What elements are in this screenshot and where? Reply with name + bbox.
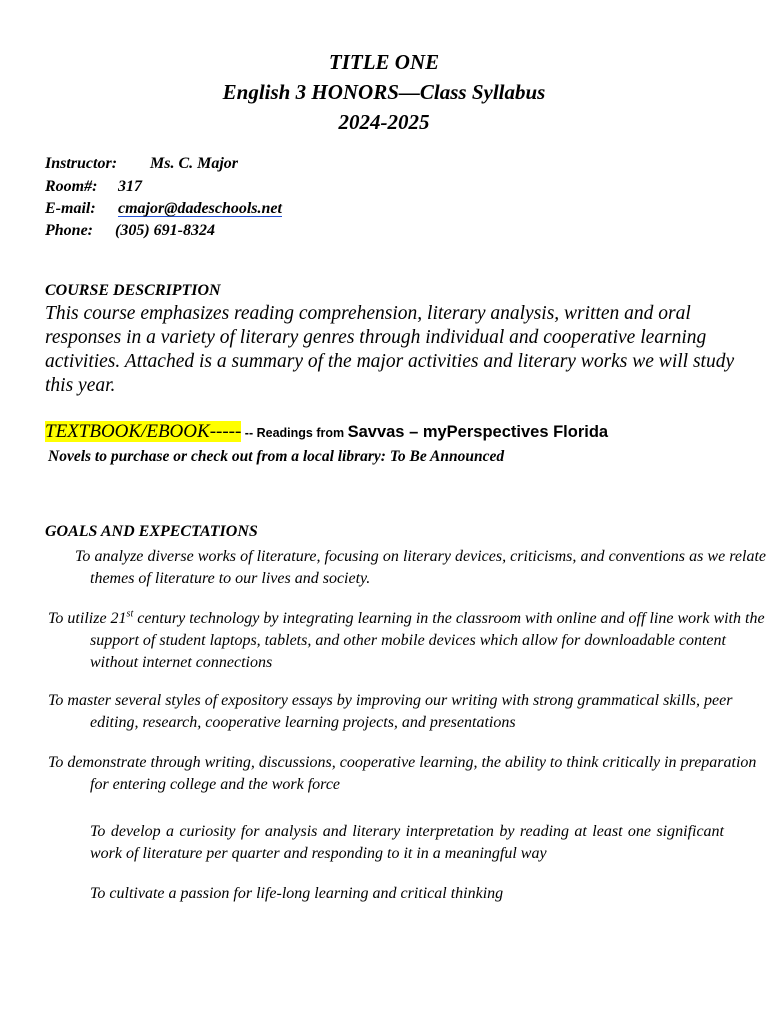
textbook-label: TEXTBOOK/EBOOK----- <box>45 421 242 442</box>
course-description-heading: COURSE DESCRIPTION <box>45 282 221 299</box>
textbook-line <box>45 420 608 445</box>
room-label: Room#: <box>45 178 98 195</box>
goals-heading: GOALS AND EXPECTATIONS <box>45 523 258 540</box>
email-label: E-mail: <box>45 200 96 217</box>
document-title: TITLE ONE <box>328 50 440 74</box>
phone-row <box>45 221 215 241</box>
goal-item-2: To utilize 21st century technology by integrating learning in the classroom with online and off line work with the support of student laptops, tablets, and other mobile devices which allow for downloadable content without internet connections <box>48 608 765 671</box>
goal-item-3: To master several styles of expository essays by improving our writing with strong grammatical skills, peer editing, research, cooperative learning projects, and presentations <box>48 692 733 731</box>
goal-item-6: To cultivate a passion for life-long learning and critical thinking <box>90 885 504 902</box>
course-description-text: This course emphasizes reading comprehension, literary analysis, written and oral responses in a variety of literary genres through individual and cooperative learning activities. Attached is a summary of the major activities and literary works we will study this year. <box>45 303 735 396</box>
instructor-row <box>45 154 239 174</box>
room-number: 317 <box>118 178 142 195</box>
novels-note: Novels to purchase or check out from a local library: To Be Announced <box>48 448 505 465</box>
room-row <box>45 177 142 197</box>
course-title: English 3 HONORS—Class Syllabus <box>222 80 546 104</box>
goal-item-4: To demonstrate through writing, discussions, cooperative learning, the ability to think critically in preparation for entering college and the work force <box>48 754 757 793</box>
goal-item-5: To develop a curiosity for analysis and literary interpretation by reading at least one significant work of literature per quarter and responding to it in a meaningful way <box>90 823 724 862</box>
instructor-label: Instructor: <box>45 155 118 172</box>
school-year: 2024-2025 <box>338 110 430 134</box>
goal-item-1: To analyze diverse works of literature, focusing on literary devices, criticisms, and conventions as we relate themes of literature to our lives and society. <box>75 548 766 587</box>
readings-prefix: -- Readings from <box>241 426 348 440</box>
email-link[interactable]: cmajor@dadeschools.net <box>118 200 282 217</box>
phone-number: (305) 691-8324 <box>115 222 215 239</box>
textbook-publisher: Savvas – myPerspectives Florida <box>347 423 609 441</box>
instructor-name: Ms. C. Major <box>150 155 239 172</box>
email-row <box>45 199 282 219</box>
phone-label: Phone: <box>45 222 93 239</box>
